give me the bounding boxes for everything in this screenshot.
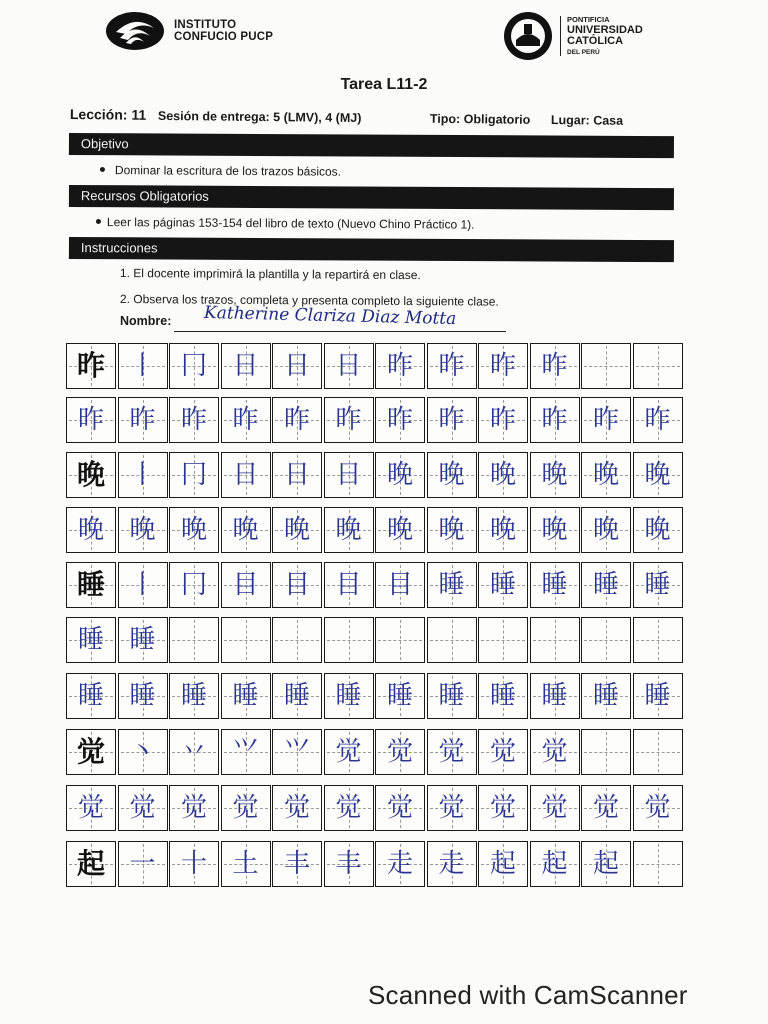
- grid-cell: [581, 343, 631, 389]
- practice-character: 觉: [438, 737, 465, 767]
- confucio-logo: [104, 10, 273, 52]
- grid-cell: [375, 673, 425, 719]
- bullet-icon: [100, 167, 105, 172]
- grid-cell: [118, 673, 168, 719]
- grid-cell: [118, 617, 168, 663]
- practice-character: 晚: [77, 515, 104, 545]
- practice-character: 走: [386, 849, 413, 879]
- practice-character: 晚: [335, 515, 362, 545]
- practice-character: 一: [129, 849, 156, 879]
- grid-cell: [324, 562, 374, 608]
- grid-cell: [427, 673, 477, 719]
- practice-character: 昨: [283, 405, 310, 435]
- practice-character: 晚: [592, 460, 619, 490]
- practice-character: 日: [335, 351, 362, 381]
- grid-cell: [272, 343, 322, 389]
- grid-cell: [478, 397, 528, 443]
- grid-cell: [272, 562, 322, 608]
- practice-character: [479, 618, 527, 662]
- pucp-seal-icon: [502, 10, 554, 62]
- practice-character: 睡: [489, 681, 516, 711]
- practice-character: [531, 618, 579, 662]
- model-character: 晚: [76, 458, 105, 491]
- grid-cell: [375, 785, 425, 831]
- practice-character: [634, 344, 682, 388]
- scanner-watermark: Scanned with CamScanner: [368, 980, 688, 1010]
- confucio-logo-text: [174, 19, 273, 43]
- grid-cell: [478, 343, 528, 389]
- grid-cell: [633, 841, 683, 887]
- grid-cell: [581, 452, 631, 498]
- practice-character: 晚: [232, 515, 259, 545]
- grid-cell: [169, 343, 219, 389]
- practice-character: 昨: [180, 405, 207, 435]
- grid-row: [66, 673, 684, 719]
- grid-cell: [66, 507, 116, 553]
- grid-cell: [272, 507, 322, 553]
- grid-cell: [66, 617, 116, 663]
- grid-cell: [324, 343, 374, 389]
- grid-cell: [530, 507, 580, 553]
- document-header: [0, 4, 768, 60]
- confucio-line1: INSTITUTO: [174, 19, 237, 31]
- grid-cell: [427, 841, 477, 887]
- grid-cell: [375, 729, 425, 775]
- practice-character: 晚: [541, 515, 568, 545]
- grid-cell: [375, 452, 425, 498]
- grid-cell: [427, 507, 477, 553]
- practice-character: 睡: [438, 570, 465, 600]
- practice-character: 冂: [180, 460, 207, 490]
- practice-character: 睡: [180, 681, 207, 711]
- grid-cell: [221, 343, 271, 389]
- confucio-emblem-icon: [104, 10, 166, 52]
- recursos-text: Leer las páginas 153-154 del libro de texto (Nuevo Chino Práctico 1).: [106, 215, 475, 232]
- practice-character: 睡: [541, 570, 568, 600]
- practice-character: 起: [541, 849, 568, 879]
- practice-character: 昨: [438, 351, 465, 381]
- grid-cell: [66, 785, 116, 831]
- grid-cell: [169, 507, 219, 553]
- grid-cell: [272, 397, 322, 443]
- practice-character: 晚: [489, 515, 516, 545]
- practice-character: 晚: [644, 515, 671, 545]
- grid-cell: [272, 673, 322, 719]
- grid-cell: [478, 841, 528, 887]
- grid-cell: [221, 785, 271, 831]
- grid-cell: [221, 562, 271, 608]
- grid-cell: [581, 729, 631, 775]
- practice-character: 昨: [438, 405, 465, 435]
- practice-character: 晚: [386, 515, 413, 545]
- grid-cell: [375, 562, 425, 608]
- practice-character: 晚: [180, 515, 207, 545]
- grid-cell: [221, 507, 271, 553]
- practice-character: 睡: [489, 570, 516, 600]
- grid-cell: [478, 562, 528, 608]
- practice-character: 晚: [386, 460, 413, 490]
- practice-character: 目: [335, 570, 362, 600]
- practice-character: 昨: [592, 405, 619, 435]
- page-title: Tarea L11-2: [340, 76, 428, 93]
- grid-cell: [66, 397, 116, 443]
- practice-character: 丰: [283, 849, 310, 879]
- instruccion-1: 1. El docente imprimirá la plantilla y la repartirá en clase.: [119, 266, 421, 283]
- grid-cell: [530, 729, 580, 775]
- grid-cell: [118, 507, 168, 553]
- practice-character: 觉: [335, 737, 362, 767]
- grid-cell: [375, 841, 425, 887]
- pucp-line3: CATÓLICA: [567, 35, 624, 47]
- grid-cell: [581, 397, 631, 443]
- practice-character: 十: [180, 849, 207, 879]
- practice-character: 睡: [644, 681, 671, 711]
- practice-character: 昨: [129, 405, 156, 435]
- grid-cell: [581, 617, 631, 663]
- grid-cell: [581, 785, 631, 831]
- nombre-label: Nombre:: [120, 314, 172, 328]
- grid-row: [66, 841, 684, 887]
- grid-cell: [324, 397, 374, 443]
- practice-character: 日: [232, 460, 259, 490]
- nombre-underline: [174, 331, 506, 332]
- practice-character: 昨: [335, 405, 362, 435]
- grid-cell: [272, 841, 322, 887]
- practice-character: 晚: [644, 460, 671, 490]
- grid-cell: [427, 785, 477, 831]
- practice-character: 昨: [644, 405, 671, 435]
- practice-character: 睡: [77, 681, 104, 711]
- grid-row: [66, 785, 684, 831]
- practice-character: 日: [335, 460, 362, 490]
- practice-character: 觉: [438, 793, 465, 823]
- practice-character: ⺍: [283, 737, 310, 767]
- practice-character: 睡: [77, 625, 104, 655]
- practice-character: 觉: [489, 793, 516, 823]
- grid-row: [66, 343, 684, 389]
- grid-cell: [633, 673, 683, 719]
- practice-character: 睡: [438, 681, 465, 711]
- grid-cell: [633, 729, 683, 775]
- practice-character: 睡: [129, 681, 156, 711]
- model-character: 觉: [76, 735, 105, 768]
- practice-character: 睡: [644, 570, 671, 600]
- grid-cell: [221, 841, 271, 887]
- practice-character: 觉: [180, 793, 207, 823]
- practice-character: 日: [283, 460, 310, 490]
- practice-character: 昨: [489, 405, 516, 435]
- grid-cell: [66, 673, 116, 719]
- grid-cell: [633, 617, 683, 663]
- grid-cell: [221, 397, 271, 443]
- grid-cell: [633, 562, 683, 608]
- grid-cell: [118, 785, 168, 831]
- practice-character: 觉: [541, 737, 568, 767]
- grid-cell: [272, 452, 322, 498]
- practice-character: 觉: [335, 793, 362, 823]
- grid-cell: [272, 785, 322, 831]
- grid-cell: [581, 841, 631, 887]
- grid-row: [66, 397, 684, 443]
- grid-row: [66, 562, 684, 608]
- grid-cell: [324, 673, 374, 719]
- grid-cell: [581, 507, 631, 553]
- practice-character: 睡: [232, 681, 259, 711]
- logo-divider: [560, 16, 561, 56]
- grid-cell: [633, 785, 683, 831]
- practice-character: 昨: [386, 351, 413, 381]
- grid-row: [66, 729, 684, 775]
- grid-cell: [221, 452, 271, 498]
- practice-character: 丶: [129, 737, 156, 767]
- grid-row: [66, 452, 684, 498]
- practice-character: 日: [283, 351, 310, 381]
- practice-character: 睡: [129, 625, 156, 655]
- practice-character: [428, 618, 476, 662]
- practice-character: 睡: [386, 681, 413, 711]
- objetivo-heading: Objetivo: [69, 133, 674, 158]
- pucp-logo: [502, 10, 643, 62]
- practice-character: [325, 618, 373, 662]
- grid-cell: [530, 673, 580, 719]
- practice-character: 觉: [541, 793, 568, 823]
- grid-cell: [324, 507, 374, 553]
- practice-character: 觉: [129, 793, 156, 823]
- practice-character: [634, 730, 682, 774]
- practice-character: [582, 730, 630, 774]
- pucp-logo-text: [567, 14, 643, 58]
- grid-cell: [118, 452, 168, 498]
- model-character: 起: [76, 847, 105, 880]
- practice-character: 昨: [489, 351, 516, 381]
- nombre-value: Katherine Clariza Diaz Motta: [203, 302, 457, 330]
- grid-cell: [272, 729, 322, 775]
- practice-character: [170, 618, 218, 662]
- grid-cell: [118, 343, 168, 389]
- practice-character: 土: [232, 849, 259, 879]
- practice-character: 丨: [129, 460, 156, 490]
- grid-cell: [633, 343, 683, 389]
- grid-cell: [427, 729, 477, 775]
- practice-character: 丨: [129, 351, 156, 381]
- grid-cell: [530, 562, 580, 608]
- practice-character: 昨: [386, 405, 413, 435]
- practice-character: [222, 618, 270, 662]
- recursos-item: [96, 215, 475, 232]
- instrucciones-heading: Instrucciones: [69, 237, 674, 262]
- model-character: 睡: [76, 568, 105, 601]
- grid-cell: [324, 729, 374, 775]
- grid-cell: [221, 673, 271, 719]
- practice-character: 目: [232, 570, 259, 600]
- grid-cell: [169, 617, 219, 663]
- objetivo-text: Dominar la escritura de los trazos básicos.: [114, 163, 342, 179]
- grid-cell: [66, 729, 116, 775]
- practice-character: 晚: [489, 460, 516, 490]
- practice-character: 冂: [180, 351, 207, 381]
- grid-cell: [118, 729, 168, 775]
- grid-cell: [169, 785, 219, 831]
- pucp-line1: PONTIFICIA: [567, 15, 610, 24]
- practice-character: 睡: [592, 570, 619, 600]
- practice-character: 睡: [335, 681, 362, 711]
- grid-cell: [169, 562, 219, 608]
- grid-cell: [581, 562, 631, 608]
- grid-cell: [478, 729, 528, 775]
- practice-character: 觉: [592, 793, 619, 823]
- grid-cell: [530, 343, 580, 389]
- practice-character: [634, 618, 682, 662]
- practice-character: 冂: [180, 570, 207, 600]
- grid-cell: [478, 617, 528, 663]
- grid-cell: [66, 841, 116, 887]
- grid-cell: [324, 841, 374, 887]
- grid-cell: [530, 841, 580, 887]
- grid-cell: [581, 673, 631, 719]
- grid-cell: [221, 729, 271, 775]
- practice-character: [582, 618, 630, 662]
- practice-character: 觉: [77, 793, 104, 823]
- practice-character: 起: [489, 849, 516, 879]
- grid-cell: [169, 397, 219, 443]
- practice-character: ⺍: [232, 737, 259, 767]
- lugar-label: Lugar: Casa: [550, 113, 624, 128]
- bullet-icon: [96, 219, 101, 224]
- practice-character: [634, 842, 682, 886]
- pucp-line2: UNIVERSIDAD: [567, 24, 643, 36]
- grid-cell: [530, 452, 580, 498]
- practice-character: 觉: [386, 793, 413, 823]
- grid-cell: [375, 507, 425, 553]
- grid-cell: [169, 452, 219, 498]
- grid-cell: [478, 673, 528, 719]
- model-character: 昨: [76, 349, 105, 382]
- grid-cell: [118, 562, 168, 608]
- practice-character: 起: [592, 849, 619, 879]
- practice-character: 觉: [489, 737, 516, 767]
- leccion-label: Lección: 11: [69, 106, 147, 123]
- grid-cell: [375, 343, 425, 389]
- objetivo-item: [100, 163, 341, 179]
- grid-cell: [427, 617, 477, 663]
- grid-cell: [324, 785, 374, 831]
- practice-character: 觉: [283, 793, 310, 823]
- recursos-heading: Recursos Obligatorios: [69, 185, 674, 210]
- grid-cell: [478, 785, 528, 831]
- grid-cell: [375, 617, 425, 663]
- grid-row: [66, 617, 684, 663]
- grid-cell: [633, 397, 683, 443]
- practice-character: 丷: [180, 737, 207, 767]
- practice-character: 睡: [541, 681, 568, 711]
- grid-cell: [633, 507, 683, 553]
- practice-character: 觉: [232, 793, 259, 823]
- practice-character: 晚: [129, 515, 156, 545]
- practice-character: 丨: [129, 570, 156, 600]
- grid-cell: [530, 397, 580, 443]
- grid-cell: [478, 507, 528, 553]
- practice-character: 丰: [335, 849, 362, 879]
- grid-cell: [118, 397, 168, 443]
- grid-cell: [118, 841, 168, 887]
- grid-cell: [427, 452, 477, 498]
- practice-character: 睡: [283, 681, 310, 711]
- grid-cell: [324, 617, 374, 663]
- sesion-label: Sesión de entrega: 5 (LMV), 4 (MJ): [157, 108, 362, 126]
- grid-cell: [478, 452, 528, 498]
- tipo-label: Tipo: Obligatorio: [429, 111, 531, 127]
- practice-character: 晚: [438, 460, 465, 490]
- meta-row: [70, 106, 670, 134]
- practice-character: 昨: [541, 351, 568, 381]
- practice-character: 走: [438, 849, 465, 879]
- grid-cell: [169, 729, 219, 775]
- grid-cell: [169, 841, 219, 887]
- practice-character: 晚: [438, 515, 465, 545]
- grid-cell: [375, 397, 425, 443]
- grid-cell: [427, 397, 477, 443]
- grid-row: [66, 507, 684, 553]
- instruccion-2: 2. Observa los trazos, completa y presenta completo la siguiente clase.: [119, 292, 499, 309]
- grid-cell: [324, 452, 374, 498]
- grid-cell: [66, 452, 116, 498]
- grid-cell: [530, 785, 580, 831]
- practice-character: [376, 618, 424, 662]
- practice-character: 觉: [644, 793, 671, 823]
- pucp-line4: DEL PERÚ: [567, 49, 600, 56]
- practice-character: 日: [232, 351, 259, 381]
- practice-character: 昨: [232, 405, 259, 435]
- practice-character: 目: [283, 570, 310, 600]
- grid-cell: [272, 617, 322, 663]
- practice-character: 睡: [592, 681, 619, 711]
- grid-cell: [66, 562, 116, 608]
- practice-character: 昨: [541, 405, 568, 435]
- practice-character: [582, 344, 630, 388]
- grid-cell: [66, 343, 116, 389]
- grid-cell: [221, 617, 271, 663]
- practice-character: 晚: [541, 460, 568, 490]
- practice-character: 晚: [283, 515, 310, 545]
- grid-cell: [633, 452, 683, 498]
- confucio-line2: CONFUCIO PUCP: [174, 31, 274, 43]
- practice-character: 昨: [77, 405, 104, 435]
- grid-cell: [427, 343, 477, 389]
- grid-cell: [530, 617, 580, 663]
- practice-character: 目: [386, 570, 413, 600]
- practice-character: 晚: [592, 515, 619, 545]
- practice-character: [273, 618, 321, 662]
- practice-character: 觉: [386, 737, 413, 767]
- grid-cell: [427, 562, 477, 608]
- grid-cell: [169, 673, 219, 719]
